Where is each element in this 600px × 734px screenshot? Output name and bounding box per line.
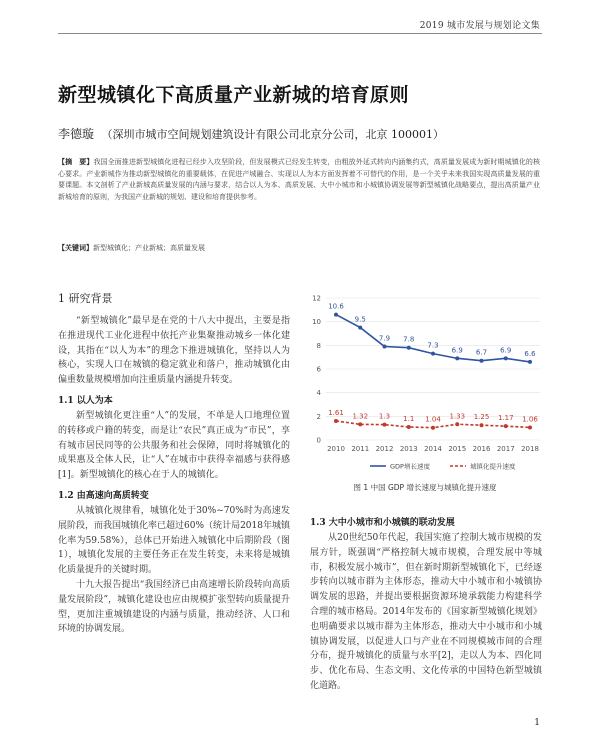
data-label: 1.1 [403, 414, 415, 423]
section-heading: 1 研究背景 [58, 292, 113, 305]
y-tick-label: 8 [316, 341, 321, 350]
data-point [504, 356, 508, 360]
keywords-text: 新型城镇化；产业新城；高质量发展 [93, 244, 205, 252]
data-point [334, 419, 338, 423]
data-point [358, 422, 362, 426]
y-tick-label: 10 [312, 318, 321, 327]
x-tick-label: 2012 [375, 445, 394, 453]
data-label: 10.6 [328, 302, 344, 311]
data-point [528, 360, 532, 364]
journal-name: 2019 城市发展与规划论文集 [419, 21, 540, 31]
line-chart [300, 290, 550, 500]
data-label: 1.04 [425, 415, 441, 424]
data-point [504, 424, 508, 428]
y-tick-label: 6 [316, 365, 321, 374]
legend-label: GDP增长速度 [390, 462, 430, 471]
subsection-heading: 1.1 以人为本 [58, 395, 113, 406]
data-point [431, 426, 435, 430]
data-label: 6.6 [524, 349, 536, 358]
author-name: 李德璇 [58, 127, 95, 141]
paper-title: 新型城镇化下高质量产业新城的培育原则 [58, 84, 410, 106]
data-label: 1.06 [522, 415, 538, 424]
data-point [334, 313, 338, 317]
y-tick-label: 2 [316, 412, 321, 421]
left-column [58, 290, 290, 637]
data-point [407, 425, 411, 429]
x-tick-label: 2014 [424, 445, 442, 453]
abstract-label: 【摘 要】 [58, 157, 94, 166]
paragraph: 从城镇化规律看，城镇化处于30%~70%时为高速发展阶段，而我国城镇化率已超过60%（统计局2018年城镇化率为59.58%），总体已开始进入城镇化中后期阶段（图1），城镇化发展的主要任务正在发生转变，未来将是城镇化质量提升的关键时期。 [58, 505, 290, 576]
figure-1-chart [300, 290, 550, 500]
x-tick-label: 2017 [496, 445, 515, 453]
x-tick-label: 2011 [351, 445, 370, 453]
data-label: 6.7 [475, 348, 488, 357]
author-line [58, 125, 444, 142]
y-tick-label: 12 [312, 294, 321, 303]
page-header [0, 0, 600, 40]
subsection-heading: 1.3 大中小城市和小城镇的联动发展 [310, 518, 455, 528]
data-label: 9.5 [354, 315, 366, 324]
x-tick-label: 2018 [521, 445, 539, 453]
data-point [383, 345, 387, 349]
paragraph: 新型城镇化更注重“人”的发展，不单是人口地理位置的转移或户籍的转变，而是让“农民”真正成为“市民”，享有城市居民同等的公共服务和社会保障，同时将城镇化的成果惠及全体人民，让“人”在城市中获得幸福感与获得感[1]。新型城镇化的核心在于人的城镇化。 [58, 410, 290, 481]
keywords-label: 【关键词】 [58, 243, 93, 252]
y-tick-label: 0 [316, 436, 321, 445]
right-column [310, 510, 542, 694]
data-label: 1.3 [378, 412, 391, 421]
page-number: 1 [534, 718, 540, 728]
data-point [528, 425, 532, 429]
data-label: 7.3 [427, 341, 439, 350]
keywords [58, 243, 205, 253]
data-label: 1.33 [449, 412, 466, 421]
data-label: 1.17 [497, 414, 514, 423]
data-point [480, 423, 484, 427]
data-label: 7.8 [403, 335, 415, 344]
author-affiliation: （深圳市城市空间规划建筑设计有限公司北京分公司，北京 100001） [101, 128, 445, 141]
data-label: 7.9 [378, 334, 391, 343]
x-tick-label: 2013 [399, 445, 418, 453]
data-point [480, 359, 484, 363]
legend-label: 城镇化提升速度 [470, 462, 516, 471]
data-point [407, 346, 411, 350]
data-point [431, 352, 435, 356]
x-tick-label: 2015 [448, 445, 467, 453]
abstract [58, 156, 540, 203]
abstract-text: 我国全面推进新型城镇化进程已经步入攻坚阶段，但发展模式已经发生转变，由粗放外延式转向内涵集约式，高质量发展成为新时期城镇化的核心要求。产业新城作为推动新型城镇化的重要载体，在促进产城融合、实现以人为本方面发挥着不可替代的作用，是一个关乎未来我国实现高质量发展的重要课题。本文剖析了产业新城高质量发展的内涵与要求，结合以人为本、高质发展、大中小城市和小城镇协调发展等新型城镇化战略要点，提出高质量产业新城培育的原则，为我国产业新城的规划、建设和培育提供参考。 [58, 158, 541, 201]
chart-caption: 图 1 中国 GDP 增长速度与城镇化提升速度 [353, 483, 497, 492]
data-point [358, 326, 362, 330]
paragraph: 十九大报告提出“我国经济已由高速增长阶段转向高质量发展阶段”，城镇化建设也应由规模扩张型转向质量提升型，更加注重城镇建设的内涵与质量，推动经济、人口和环境的协调发展。 [58, 579, 290, 635]
data-point [455, 422, 459, 426]
data-label: 6.9 [451, 346, 463, 355]
data-label: 1.25 [473, 413, 490, 422]
x-tick-label: 2010 [327, 445, 345, 453]
header-rule [58, 33, 542, 34]
data-label: 1.61 [328, 408, 344, 417]
data-label: 6.9 [500, 346, 512, 355]
data-point [383, 423, 387, 427]
paragraph: “新型城镇化”最早是在党的十八大中提出，主要是指在推进现代工业化进程中依托产业集聚推动城乡一体化建设，其指在“以人为本”的理念下推进城镇化，坚持以人为核心，实现人口在城镇的稳定就业和落户，推动城镇化由偏重数量规模增加向注重质量内涵提升转变。 [58, 316, 290, 386]
data-point [455, 356, 459, 360]
x-tick-label: 2016 [472, 445, 491, 453]
subsection-heading: 1.2 由高速向高质转变 [58, 490, 149, 501]
paragraph: 从20世纪50年代起，我国实施了控制大城市规模的发展方针，既强调“严格控制大城市规模，合理发展中等城市，积极发展小城市”，但在新时期新型城镇化下，已经逐步转向以城市群为主体形态，推动大中小城市和小城镇协调发展的思路，并提出要根据资源环境承载能力构建科学合理的城市格局。2014年发布的《国家新型城镇化规划》也明确要求以城市群为主体形态，推动大中小城市和小城镇协调发展，以促进人口与产业在不同规模城市间的合理分布，提升城镇化的质量与水平[2]，走以人为本、四化同步、优化布局、生态文明、文化传承的中国特色新型城镇化道路。 [310, 533, 542, 691]
data-label: 1.32 [352, 412, 369, 421]
y-tick-label: 4 [316, 389, 321, 398]
